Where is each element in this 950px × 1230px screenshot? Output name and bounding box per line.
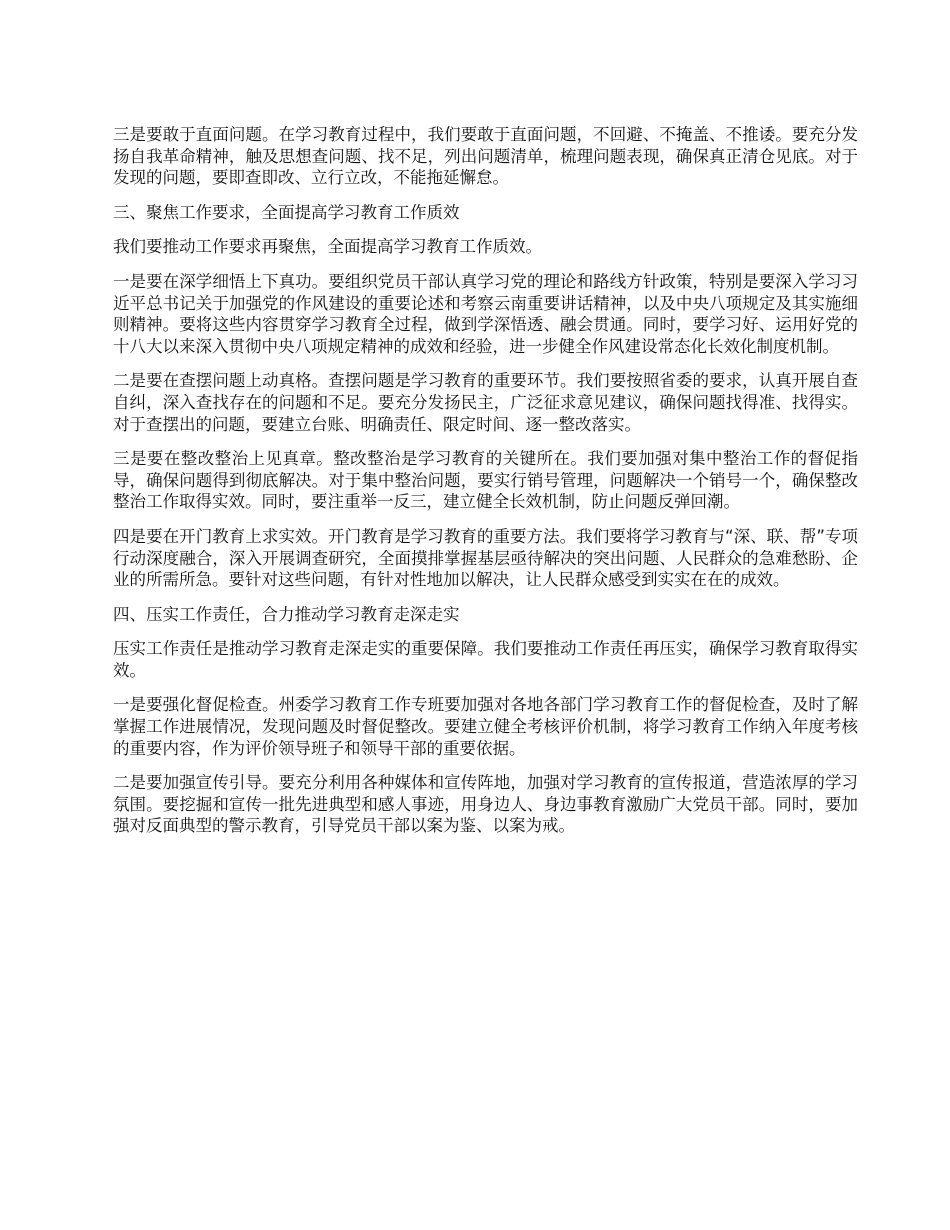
- document-body: [113, 124, 858, 850]
- paragraph-open-education: 四是要在开门教育上求实效。开门教育是学习教育的重要方法。我们要将学习教育与“深、联、帮”专项行动深度融合，深入开展调查研究，全面摸排掌握基层亟待解决的突出问题、人民群众的急难愁盼、企业的所需所急。要针对这些问题，有针对性地加以解决，让人民群众感受到实实在在的成效。: [113, 526, 858, 590]
- paragraph-section-3-intro: 我们要推动工作要求再聚焦，全面提高学习教育工作质效。: [113, 237, 542, 257]
- paragraph-find-problems: 二是要在查摆问题上动真格。查摆问题是学习教育的重要环节。我们要按照省委的要求，认真开展自查自纠，深入查找存在的问题和不足。要充分发扬民主，广泛征求意见建议，确保问题找得准、找得实。对于查摆出的问题，要建立台账、明确责任、限定时间、逐一整改落实。: [113, 371, 858, 434]
- section-heading-3: 三、聚焦工作要求，全面提高学习教育工作质效: [113, 202, 460, 222]
- paragraph-supervision: 一是要强化督促检查。州委学习教育工作专班要加强对各地各部门学习教育工作的督促检查，及时了解掌握工作进展情况，发现问题及时督促整改。要建立健全考核评价机制，将学习教育工作纳入年度考核的重要内容，作为评价领导班子和领导干部的重要依据。: [113, 695, 858, 758]
- paragraph-rectification: 三是要在整改整治上见真章。整改整治是学习教育的关键所在。我们要加强对集中整治工作的督促指导，确保问题得到彻底解决。对于集中整治问题，要实行销号管理，问题解决一个销号一个，确保整改整治工作取得实效。同时，要注重举一反三，建立健全长效机制，防止问题反弹回潮。: [113, 449, 858, 512]
- paragraph-section-4-intro: 压实工作责任是推动学习教育走深走实的重要保障。我们要推动工作责任再压实，确保学习教育取得实效。: [113, 639, 858, 680]
- paragraph-publicity: 二是要加强宣传引导。要充分利用各种媒体和宣传阵地，加强对学习教育的宣传报道，营造浓厚的学习氛围。要挖掘和宣传一批先进典型和感人事迹，用身边人、身边事教育激励广大党员干部。同时，要加强对反面典型的警示教育，引导党员干部以案为鉴、以案为戒。: [113, 773, 858, 836]
- paragraph-face-problems: 三是要敢于直面问题。在学习教育过程中，我们要敢于直面问题，不回避、不掩盖、不推诿。要充分发扬自我革命精神，触及思想查问题、找不足，列出问题清单，梳理问题表现，确保真正清仓见底。对于发现的问题，要即查即改、立行立改，不能拖延懈怠。: [113, 125, 858, 188]
- paragraph-deep-study: 一是要在深学细悟上下真功。要组织党员干部认真学习党的理论和路线方针政策，特别是要深入学习习近平总书记关于加强党的作风建设的重要论述和考察云南重要讲话精神，以及中央八项规定及其实施细则精神。要将这些内容贯穿学习教育全过程，做到学深悟透、融会贯通。同时，要学习好、运用好党的十八大以来深入贯彻中央八项规定精神的成效和经验，进一步健全作风建设常态化长效化制度机制。: [113, 271, 858, 356]
- section-heading-4: 四、压实工作责任，合力推动学习教育走深走实: [113, 604, 460, 624]
